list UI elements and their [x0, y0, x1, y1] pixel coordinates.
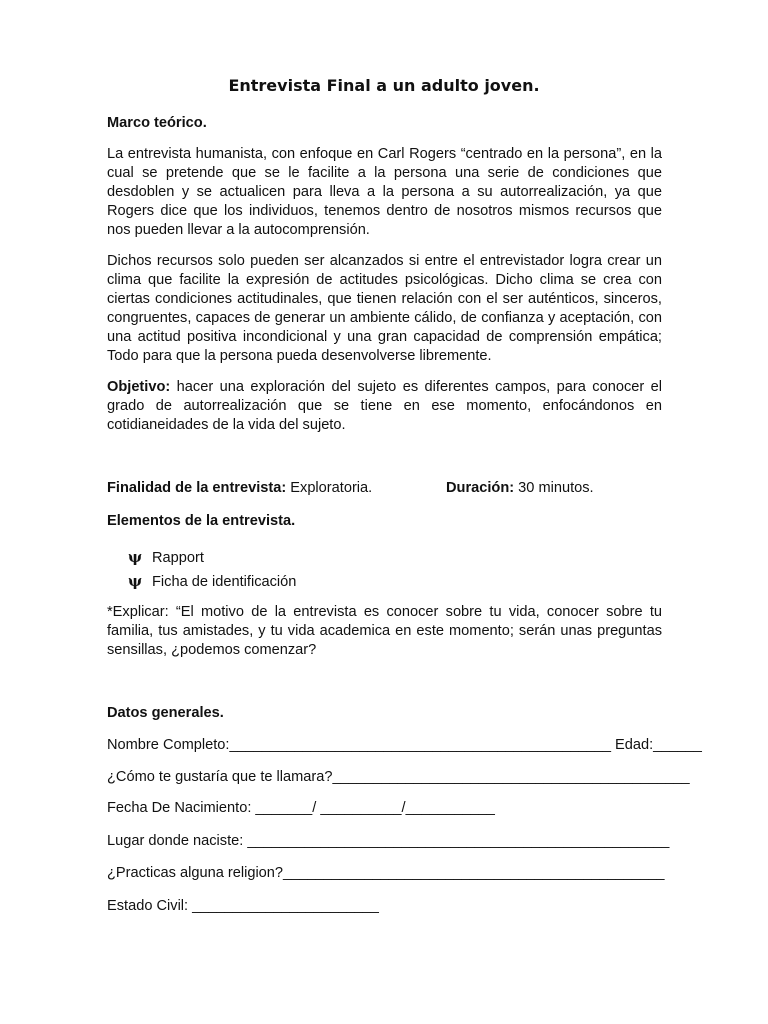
objetivo-label: Objetivo:	[107, 379, 171, 395]
duracion-value: 30 minutos.	[514, 480, 594, 496]
finalidad-label: Finalidad de la entrevista:	[107, 480, 287, 496]
document-title: Entrevista Final a un adulto joven.	[228, 76, 540, 95]
estado-civil-field: Estado Civil: _______________________	[107, 898, 379, 914]
nombre-completo-field: Nombre Completo:_______________________________________________ Edad:______	[107, 737, 702, 753]
explicar-paragraph: *Explicar: “El motivo de la entrevista es conocer sobre tu vida, conocer sobre tu familia, tus amistades, y tu vida academica en este momento; serán unas preguntas sensillas, ¿podemos comenzar?	[107, 604, 662, 658]
marco-paragraph-2: Dichos recursos solo pueden ser alcanzados si entre el entrevistador logra crear un clima que facilite la expresión de actitudes psicológicas. Dicho clima se crea con ciertas condiciones actitudinales, que tienen relación con el ser auténticos, sinceros, congruentes, capaces de generar un ambiente cálido, de confianza y aceptación, con una actitud positiva incondicional y una gran capacidad de comprensión empática; Todo para que la persona pueda desenvolverse libremente.	[107, 253, 662, 364]
list-item	[128, 572, 296, 590]
list-item-label: Ficha de identificación	[152, 574, 297, 590]
objetivo-text: hacer una exploración del sujeto es diferentes campos, para conocer el grado de autorrealización que se tiene en ese momento, enfocándonos en cotidianeidades de la vida del sujeto.	[107, 379, 662, 433]
finalidad-value: Exploratoria.	[286, 480, 373, 496]
finalidad-row	[107, 480, 667, 496]
psi-bullet-icon: ψ	[128, 548, 143, 566]
como-llamar-field: ¿Cómo te gustaría que te llamara?____________________________________________	[107, 769, 690, 785]
list-item-label: Rapport	[152, 550, 204, 566]
marco-paragraph-1: La entrevista humanista, con enfoque en Carl Rogers “centrado en la persona”, en la cual se pretende que se le facilite a la persona una serie de condiciones que desdoblen y se actualicen para lleva a la persona a su autorrealización, ya que Rogers dice que los individuos, tenemos dentro de nosotros mismos recursos que nos pueden llevar a la autocomprensión.	[107, 146, 662, 238]
duracion-group	[446, 480, 594, 496]
duracion-label: Duración:	[446, 480, 515, 496]
lugar-nacimiento-field: Lugar donde naciste: ____________________________________________________	[107, 833, 670, 849]
elementos-heading: Elementos de la entrevista.	[107, 513, 296, 529]
marco-teorico-heading: Marco teórico.	[107, 115, 207, 131]
objetivo-paragraph	[107, 378, 662, 435]
datos-generales-heading: Datos generales.	[107, 705, 224, 721]
psi-bullet-icon: ψ	[128, 572, 143, 590]
list-item	[128, 548, 204, 566]
fecha-nacimiento-field: Fecha De Nacimiento: _______/ __________/___________	[107, 800, 495, 816]
religion-field: ¿Practicas alguna religion?_______________________________________________	[107, 865, 665, 881]
